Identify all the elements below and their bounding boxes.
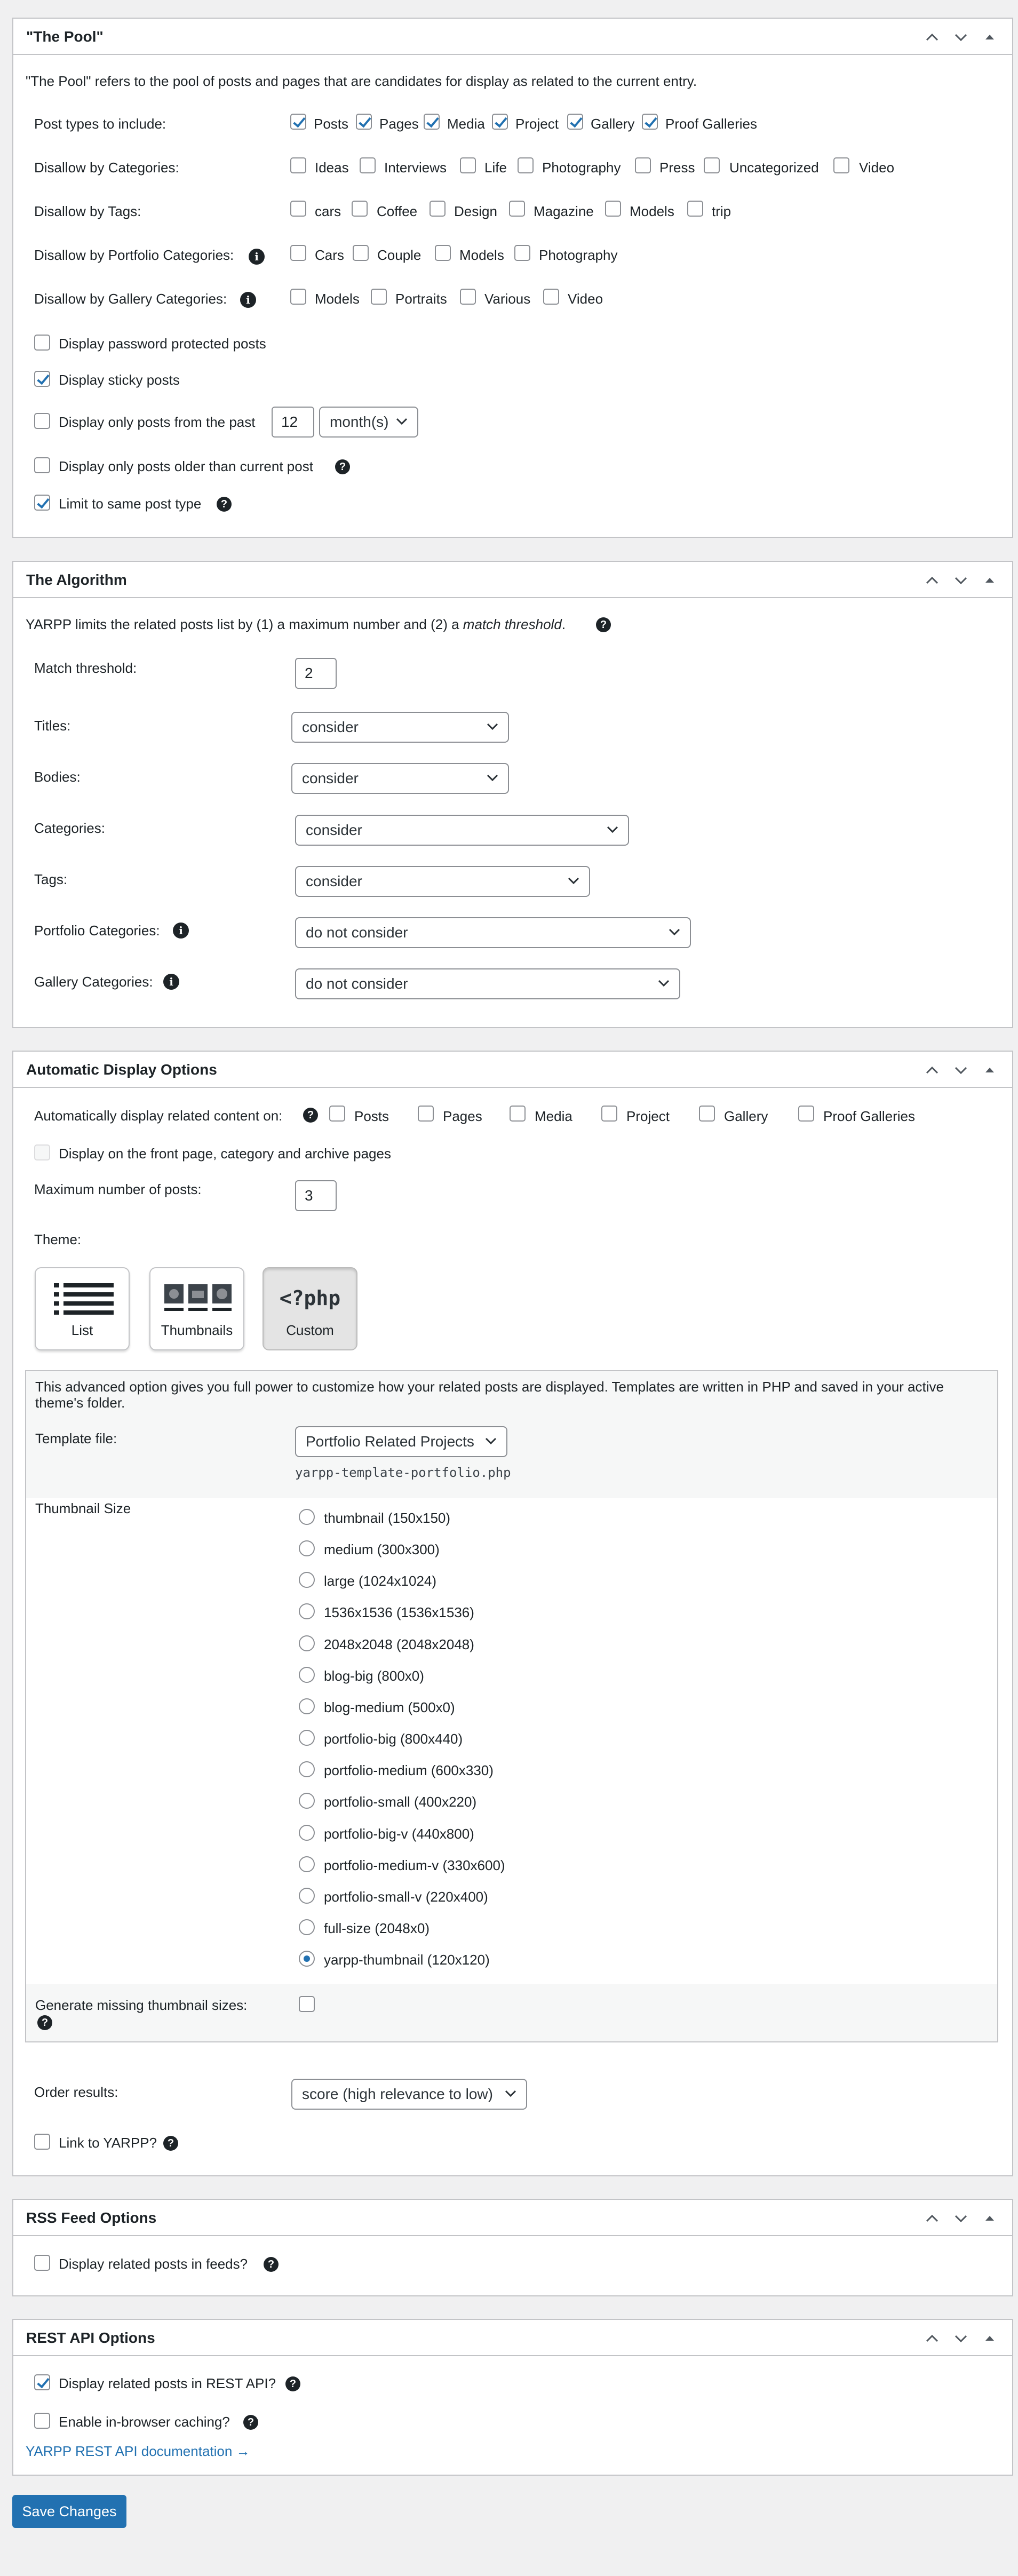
theme-list-button[interactable] bbox=[35, 1267, 130, 1350]
auto-type-checkbox[interactable] bbox=[418, 1106, 434, 1122]
category-checkbox[interactable] bbox=[635, 157, 651, 173]
thumb-size-label: portfolio-medium-v (330x600) bbox=[324, 1857, 505, 1873]
category-label: Life bbox=[484, 160, 507, 176]
info-icon[interactable]: i bbox=[173, 923, 189, 939]
post-type-label: Proof Galleries bbox=[665, 116, 757, 132]
disallow-tags-label: Disallow by Tags: bbox=[34, 203, 141, 219]
rss-panel bbox=[12, 2199, 1013, 2296]
help-icon[interactable]: ? bbox=[243, 2415, 258, 2430]
list-icon bbox=[54, 1282, 114, 1315]
category-checkbox[interactable] bbox=[360, 157, 376, 173]
move-up-icon[interactable] bbox=[920, 25, 944, 49]
tag-label: Design bbox=[454, 203, 497, 219]
move-down-icon[interactable] bbox=[949, 25, 973, 49]
post-type-label: Media bbox=[447, 116, 485, 132]
category-label: Interviews bbox=[384, 160, 447, 176]
post-types-label: Post types to include: bbox=[34, 116, 166, 132]
auto-display-label: Automatically display related content on: bbox=[34, 1108, 283, 1124]
move-up-icon[interactable] bbox=[920, 568, 944, 592]
move-down-icon[interactable] bbox=[949, 2326, 973, 2350]
post-type-label: Project bbox=[515, 116, 559, 132]
collapse-toggle-icon[interactable] bbox=[978, 568, 1001, 592]
chevron-down-icon bbox=[669, 928, 680, 936]
move-up-icon[interactable] bbox=[920, 1058, 944, 1082]
collapse-toggle-icon[interactable] bbox=[978, 2206, 1001, 2230]
portfolio-category-label: Photography bbox=[539, 247, 618, 263]
chevron-down-icon bbox=[487, 774, 498, 782]
chevron-down-icon bbox=[505, 2089, 516, 2098]
portfolio-categories-label: Portfolio Categories: bbox=[34, 923, 160, 939]
category-label: Photography bbox=[542, 160, 621, 176]
help-icon[interactable]: ? bbox=[285, 2376, 300, 2391]
older-label: Display only posts older than current post bbox=[59, 458, 313, 474]
auto-display-header bbox=[13, 1052, 1012, 1088]
threshold-label: Match threshold: bbox=[34, 660, 137, 676]
post-type-label: Posts bbox=[314, 116, 349, 132]
rss-title: RSS Feed Options bbox=[26, 2209, 157, 2226]
auto-display-title: Automatic Display Options bbox=[26, 1061, 217, 1078]
thumb-size-radio[interactable] bbox=[299, 1635, 315, 1651]
limit-label: Limit to same post type bbox=[59, 496, 202, 512]
chevron-down-icon bbox=[485, 1437, 497, 1445]
post-type-checkbox-gallery[interactable] bbox=[567, 114, 583, 130]
gallery-categories-value: do not consider bbox=[306, 975, 408, 992]
gallery-category-checkbox[interactable] bbox=[290, 289, 306, 305]
move-up-icon[interactable] bbox=[920, 2326, 944, 2350]
thumb-size-label: medium (300x300) bbox=[324, 1541, 440, 1557]
tag-label: trip bbox=[712, 203, 731, 219]
rss-header bbox=[13, 2200, 1012, 2236]
past-unit-select[interactable] bbox=[319, 407, 418, 438]
rest-header bbox=[13, 2320, 1012, 2356]
info-icon[interactable]: i bbox=[163, 974, 179, 990]
category-checkbox[interactable] bbox=[518, 157, 534, 173]
custom-description: This advanced option gives you full power to customize how your related posts are displayed. Templates are written in PHP and saved in your active bbox=[35, 1379, 944, 1395]
gallery-categories-label: Gallery Categories: bbox=[34, 974, 153, 990]
rss-display-checkbox[interactable] bbox=[34, 2255, 50, 2271]
custom-description-cont: theme's folder. bbox=[35, 1395, 125, 1411]
tag-label: Coffee bbox=[377, 203, 418, 219]
category-label: Uncategorized bbox=[729, 160, 819, 176]
link-yarpp-checkbox[interactable] bbox=[34, 2134, 50, 2150]
category-label: Ideas bbox=[315, 160, 349, 176]
thumb-size-label: portfolio-big (800x440) bbox=[324, 1731, 463, 1747]
auto-type-checkbox[interactable] bbox=[329, 1106, 345, 1122]
info-icon[interactable]: i bbox=[240, 292, 256, 308]
bodies-label: Bodies: bbox=[34, 769, 81, 785]
rest-cache-label: Enable in-browser caching? bbox=[59, 2414, 230, 2430]
order-results-select[interactable] bbox=[291, 2079, 527, 2110]
save-button[interactable]: Save Changes bbox=[12, 2495, 126, 2528]
tag-checkbox[interactable] bbox=[605, 201, 621, 217]
theme-custom-button[interactable] bbox=[263, 1267, 357, 1350]
algorithm-description: YARPP limits the related posts list by (1) a maximum number and (2) a match threshold. bbox=[26, 616, 566, 632]
auto-type-label: Media bbox=[535, 1108, 572, 1124]
help-icon[interactable]: ? bbox=[37, 2015, 52, 2030]
pool-description: "The Pool" refers to the pool of posts and pages that are candidates for display as related to the current entry. bbox=[26, 73, 697, 89]
rss-display-label: Display related posts in feeds? bbox=[59, 2256, 248, 2272]
generate-missing-checkbox[interactable] bbox=[299, 1996, 315, 2012]
portfolio-category-checkbox[interactable] bbox=[435, 245, 451, 261]
gallery-category-label: Portraits bbox=[395, 291, 447, 307]
thumb-size-radio[interactable] bbox=[299, 1509, 315, 1525]
theme-custom-label: Custom bbox=[286, 1322, 334, 1338]
auto-type-label: Proof Galleries bbox=[823, 1108, 915, 1124]
auto-type-label: Project bbox=[626, 1108, 670, 1124]
max-posts-label: Maximum number of posts: bbox=[34, 1181, 202, 1197]
thumb-size-radio[interactable] bbox=[299, 1825, 315, 1841]
order-results-label: Order results: bbox=[34, 2084, 118, 2100]
theme-thumbnails-label: Thumbnails bbox=[161, 1322, 233, 1338]
thumb-size-label: blog-medium (500x0) bbox=[324, 1699, 455, 1715]
auto-type-label: Gallery bbox=[724, 1108, 768, 1124]
chevron-down-icon bbox=[658, 979, 670, 988]
past-label: Display only posts from the past bbox=[59, 414, 256, 430]
gallery-category-checkbox[interactable] bbox=[460, 289, 476, 305]
move-up-icon[interactable] bbox=[920, 2206, 944, 2230]
tags-select[interactable] bbox=[295, 866, 590, 897]
category-label: Video bbox=[859, 160, 895, 176]
thumbnails-icon bbox=[164, 1284, 232, 1314]
gallery-category-label: Video bbox=[568, 291, 603, 307]
thumb-size-label: 1536x1536 (1536x1536) bbox=[324, 1604, 474, 1620]
thumb-size-radio[interactable] bbox=[299, 1667, 315, 1683]
thumb-size-label: portfolio-small (400x220) bbox=[324, 1794, 477, 1810]
gallery-categories-select[interactable] bbox=[295, 968, 680, 999]
pool-header bbox=[13, 19, 1012, 55]
chevron-down-icon bbox=[487, 722, 498, 731]
tag-checkbox[interactable] bbox=[509, 201, 525, 217]
older-checkbox[interactable] bbox=[34, 457, 50, 473]
thumb-size-radio[interactable] bbox=[299, 1888, 315, 1904]
category-checkbox[interactable] bbox=[460, 157, 476, 173]
thumb-size-radio[interactable] bbox=[299, 1919, 315, 1935]
tags-label: Tags: bbox=[34, 871, 68, 887]
portfolio-category-checkbox[interactable] bbox=[353, 245, 369, 261]
thumb-size-label: 2048x2048 (2048x2048) bbox=[324, 1636, 474, 1652]
thumb-size-label: portfolio-big-v (440x800) bbox=[324, 1826, 474, 1842]
thumb-size-label: blog-big (800x0) bbox=[324, 1668, 424, 1684]
post-type-checkbox-proof-galleries[interactable] bbox=[642, 114, 658, 130]
tag-checkbox[interactable] bbox=[430, 201, 446, 217]
front-page-label: Display on the front page, category and archive pages bbox=[59, 1146, 391, 1162]
gallery-category-label: Various bbox=[484, 291, 531, 307]
sticky-checkbox[interactable] bbox=[34, 371, 50, 387]
max-posts-input[interactable]: 3 bbox=[295, 1180, 337, 1211]
collapse-toggle-icon[interactable] bbox=[978, 2326, 1001, 2350]
thumb-size-radio[interactable] bbox=[299, 1856, 315, 1872]
password-checkbox[interactable] bbox=[34, 335, 50, 351]
move-down-icon[interactable] bbox=[949, 1058, 973, 1082]
limit-checkbox[interactable] bbox=[34, 495, 50, 511]
rest-cache-checkbox[interactable] bbox=[34, 2413, 50, 2429]
portfolio-category-checkbox[interactable] bbox=[514, 245, 530, 261]
post-type-label: Gallery bbox=[591, 116, 635, 132]
algorithm-header bbox=[13, 562, 1012, 598]
thumb-size-label: large (1024x1024) bbox=[324, 1573, 437, 1589]
pool-title: "The Pool" bbox=[26, 28, 104, 45]
chevron-down-icon bbox=[396, 417, 408, 426]
help-icon[interactable]: ? bbox=[303, 1108, 318, 1123]
titles-label: Titles: bbox=[34, 718, 71, 734]
link-yarpp-label: Link to YARPP? bbox=[59, 2135, 157, 2151]
algorithm-title: The Algorithm bbox=[26, 571, 127, 588]
thumb-size-label: portfolio-medium (600x330) bbox=[324, 1762, 494, 1778]
auto-type-checkbox[interactable] bbox=[699, 1106, 715, 1122]
tag-label: cars bbox=[315, 203, 341, 219]
thumb-size-radio[interactable] bbox=[299, 1698, 315, 1714]
bodies-value: consider bbox=[302, 770, 359, 786]
categories-value: consider bbox=[306, 822, 362, 838]
tag-checkbox[interactable] bbox=[290, 201, 306, 217]
thumb-size-radio[interactable] bbox=[299, 1540, 315, 1556]
auto-type-checkbox[interactable] bbox=[601, 1106, 617, 1122]
template-filename: yarpp-template-portfolio.php bbox=[295, 1465, 511, 1480]
portfolio-category-checkbox[interactable] bbox=[290, 245, 306, 261]
theme-label: Theme: bbox=[34, 1231, 82, 1247]
thumb-size-radio[interactable] bbox=[299, 1603, 315, 1619]
template-file-value: Portfolio Related Projects bbox=[306, 1433, 474, 1450]
thumb-size-radio[interactable] bbox=[299, 1793, 315, 1809]
categories-label: Categories: bbox=[34, 820, 105, 836]
auto-type-label: Pages bbox=[443, 1108, 482, 1124]
portfolio-category-label: Couple bbox=[377, 247, 421, 263]
thumb-size-radio[interactable] bbox=[299, 1730, 315, 1746]
collapse-toggle-icon[interactable] bbox=[978, 25, 1001, 49]
gallery-category-checkbox[interactable] bbox=[371, 289, 387, 305]
auto-type-checkbox[interactable] bbox=[510, 1106, 526, 1122]
portfolio-category-label: Models bbox=[459, 247, 504, 263]
template-file-label: Template file: bbox=[35, 1430, 117, 1446]
gallery-category-label: Models bbox=[315, 291, 360, 307]
theme-thumbnails-button[interactable] bbox=[149, 1267, 244, 1350]
auto-type-checkbox[interactable] bbox=[798, 1106, 814, 1122]
post-type-checkbox-media[interactable] bbox=[424, 114, 440, 130]
category-checkbox[interactable] bbox=[290, 157, 306, 173]
portfolio-categories-select[interactable] bbox=[295, 917, 691, 948]
thumb-size-label: yarpp-thumbnail (120x120) bbox=[324, 1952, 490, 1968]
past-checkbox[interactable] bbox=[34, 413, 50, 429]
tag-checkbox[interactable] bbox=[352, 201, 368, 217]
titles-value: consider bbox=[302, 719, 359, 735]
sticky-label: Display sticky posts bbox=[59, 372, 180, 388]
help-icon[interactable]: ? bbox=[217, 497, 232, 512]
threshold-input[interactable]: 2 bbox=[295, 658, 337, 689]
tag-label: Models bbox=[630, 203, 674, 219]
rest-display-label: Display related posts in REST API? bbox=[59, 2375, 276, 2391]
category-checkbox[interactable] bbox=[833, 157, 849, 173]
password-label: Display password protected posts bbox=[59, 336, 266, 352]
portfolio-categories-value: do not consider bbox=[306, 924, 408, 941]
collapse-toggle-icon[interactable] bbox=[978, 1058, 1001, 1082]
past-number-input[interactable]: 12 bbox=[272, 407, 314, 438]
post-type-checkbox-project[interactable] bbox=[492, 114, 508, 130]
post-type-checkbox-pages[interactable] bbox=[356, 114, 372, 130]
disallow-portfolio-label: Disallow by Portfolio Categories: bbox=[34, 247, 234, 263]
bodies-select[interactable] bbox=[291, 763, 509, 794]
template-file-select[interactable] bbox=[295, 1426, 507, 1457]
thumb-size-radio[interactable] bbox=[299, 1761, 315, 1777]
help-icon[interactable]: ? bbox=[335, 459, 350, 474]
rest-title: REST API Options bbox=[26, 2329, 155, 2346]
generate-missing-label: Generate missing thumbnail sizes: bbox=[35, 1997, 248, 2013]
disallow-gallery-label: Disallow by Gallery Categories: bbox=[34, 291, 227, 307]
rest-doc-link[interactable]: YARPP REST API documentation → bbox=[26, 2443, 250, 2459]
help-icon[interactable]: ? bbox=[163, 2136, 178, 2151]
rest-display-checkbox[interactable] bbox=[34, 2374, 50, 2390]
auto-type-label: Posts bbox=[354, 1108, 389, 1124]
thumb-size-radio[interactable] bbox=[299, 1572, 315, 1588]
gallery-category-checkbox[interactable] bbox=[543, 289, 559, 305]
chevron-down-icon bbox=[568, 877, 579, 885]
front-page-checkbox[interactable] bbox=[34, 1144, 50, 1160]
thumbnail-size-label: Thumbnail Size bbox=[35, 1500, 131, 1516]
tag-checkbox[interactable] bbox=[687, 201, 703, 217]
portfolio-category-label: Cars bbox=[315, 247, 344, 263]
category-label: Press bbox=[659, 160, 695, 176]
post-type-label: Pages bbox=[379, 116, 419, 132]
tags-value: consider bbox=[306, 873, 362, 889]
theme-list-label: List bbox=[71, 1322, 93, 1338]
php-icon: <?php bbox=[279, 1286, 341, 1310]
categories-select[interactable] bbox=[295, 815, 629, 846]
move-down-icon[interactable] bbox=[949, 2206, 973, 2230]
thumb-size-radio-selected[interactable] bbox=[299, 1951, 315, 1967]
chevron-down-icon bbox=[607, 825, 618, 834]
titles-select[interactable] bbox=[291, 712, 509, 743]
thumb-size-label: thumbnail (150x150) bbox=[324, 1510, 451, 1526]
past-unit-value: month(s) bbox=[330, 414, 389, 430]
order-results-value: score (high relevance to low) bbox=[302, 2086, 493, 2102]
tag-label: Magazine bbox=[534, 203, 594, 219]
help-icon[interactable]: ? bbox=[596, 617, 611, 632]
info-icon[interactable]: i bbox=[249, 249, 265, 265]
category-checkbox[interactable] bbox=[704, 157, 720, 173]
thumb-size-label: portfolio-small-v (220x400) bbox=[324, 1889, 488, 1905]
move-down-icon[interactable] bbox=[949, 568, 973, 592]
help-icon[interactable]: ? bbox=[264, 2257, 279, 2272]
post-type-checkbox-posts[interactable] bbox=[290, 114, 306, 130]
disallow-categories-label: Disallow by Categories: bbox=[34, 160, 179, 176]
thumb-size-label: full-size (2048x0) bbox=[324, 1920, 430, 1936]
